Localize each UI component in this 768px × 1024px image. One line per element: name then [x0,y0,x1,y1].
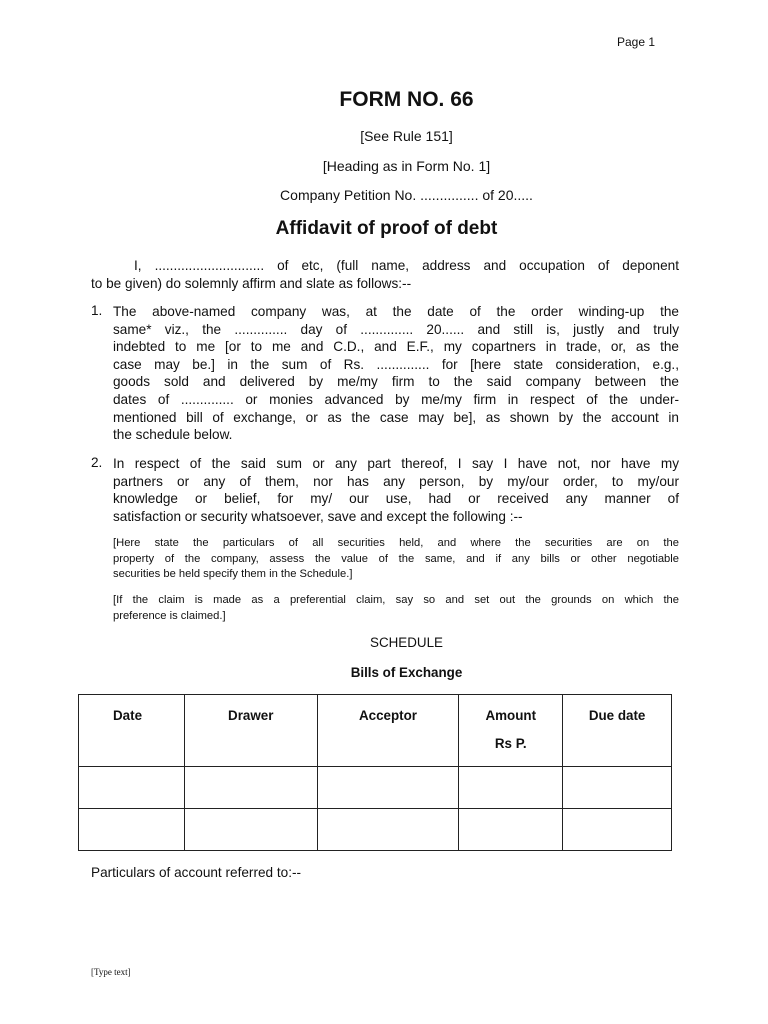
item-line: satisfaction or security whatsoever, save and except the following :-- [113,508,523,524]
item-line: partners or any of them, nor has any person, by my/our order, to my/our [113,473,679,489]
column-header-date: Date [79,695,185,767]
note-line: [Here state the particulars of all securities held, and where the securities are on the [113,537,679,549]
intro-line: to be given) do solemnly affirm and slate as follows:-- [91,275,412,291]
item-line: goods sold and delivered by me/my firm to the said company between the [113,374,679,390]
rule-reference: [See Rule 151] [360,128,453,144]
bills-of-exchange-table [78,694,672,851]
securities-note [113,536,679,583]
affirmation-item-1 [113,303,679,444]
column-header-drawer: Drawer [184,695,317,767]
particulars-line: Particulars of account referred to:-- [91,865,302,880]
petition-line: Company Petition No. ............... of 20..... [280,187,533,203]
table-cell[interactable] [184,767,317,809]
heading-reference: [Heading as in Form No. 1] [322,158,491,174]
item-line: The above-named company was, at the date of the order winding-up the [113,304,679,319]
note-line: [If the claim is made as a preferential claim, say so and set out the grounds on which the [113,594,679,606]
item-line: knowledge or belief, for my/ our use, had or received any manner of [113,491,679,507]
note-line: securities be held specify them in the Schedule.] [113,568,353,580]
page-number: Page 1 [617,35,656,49]
table-cell[interactable] [79,809,185,851]
schedule-heading: SCHEDULE [370,635,443,650]
affirmation-item-2 [113,455,679,525]
form-title: FORM NO. 66 [339,88,474,111]
table-cell[interactable] [79,767,185,809]
amount-label: Amount [485,708,537,723]
note-line: preference is claimed.] [113,609,226,622]
table-row [79,767,672,809]
item-number: 1. [91,303,103,318]
item-line: mentioned bill of exchange, or as the case may be], as shown by the account in [113,409,679,425]
bills-heading: Bills of Exchange [350,665,463,680]
item-line: the schedule below. [113,427,233,443]
intro-paragraph [91,257,679,292]
table-cell[interactable] [563,809,672,851]
column-header-due-date: Due date [563,695,672,767]
item-line: same* viz., the .............. day of .............. 20...... and still is, justly and truly [113,321,679,337]
table-cell[interactable] [317,767,459,809]
table-cell[interactable] [459,809,563,851]
table-cell[interactable] [317,809,459,851]
preferential-claim-note [113,593,679,624]
table-cell[interactable] [563,767,672,809]
note-line: property of the company, assess the value of the same, and if any bills or other negotiable [113,552,679,565]
column-header-acceptor: Acceptor [317,695,459,767]
affidavit-title: Affidavit of proof of debt [275,218,498,239]
table-row [79,809,672,851]
amount-sub-label: Rs P. [494,736,527,751]
table-cell[interactable] [184,809,317,851]
item-line: indebted to me [or to me and C.D., and E.F., my copartners in trade, or, as the [113,339,679,355]
column-header-amount [459,695,563,767]
item-number: 2. [91,455,103,470]
table-header-row [79,695,672,767]
item-line: dates of .............. or monies advanced by me/my firm in respect of the under- [113,391,679,407]
intro-line: I, ............................. of etc, (full name, address and occupation of deponent [134,258,679,273]
footer-placeholder: [Type text] [91,967,131,977]
table-cell[interactable] [459,767,563,809]
item-line: In respect of the said sum or any part thereof, I say I have not, nor have my [113,456,679,471]
item-line: case may be.] in the sum of Rs. .............. for [here state consideration, e.g., [113,356,679,372]
